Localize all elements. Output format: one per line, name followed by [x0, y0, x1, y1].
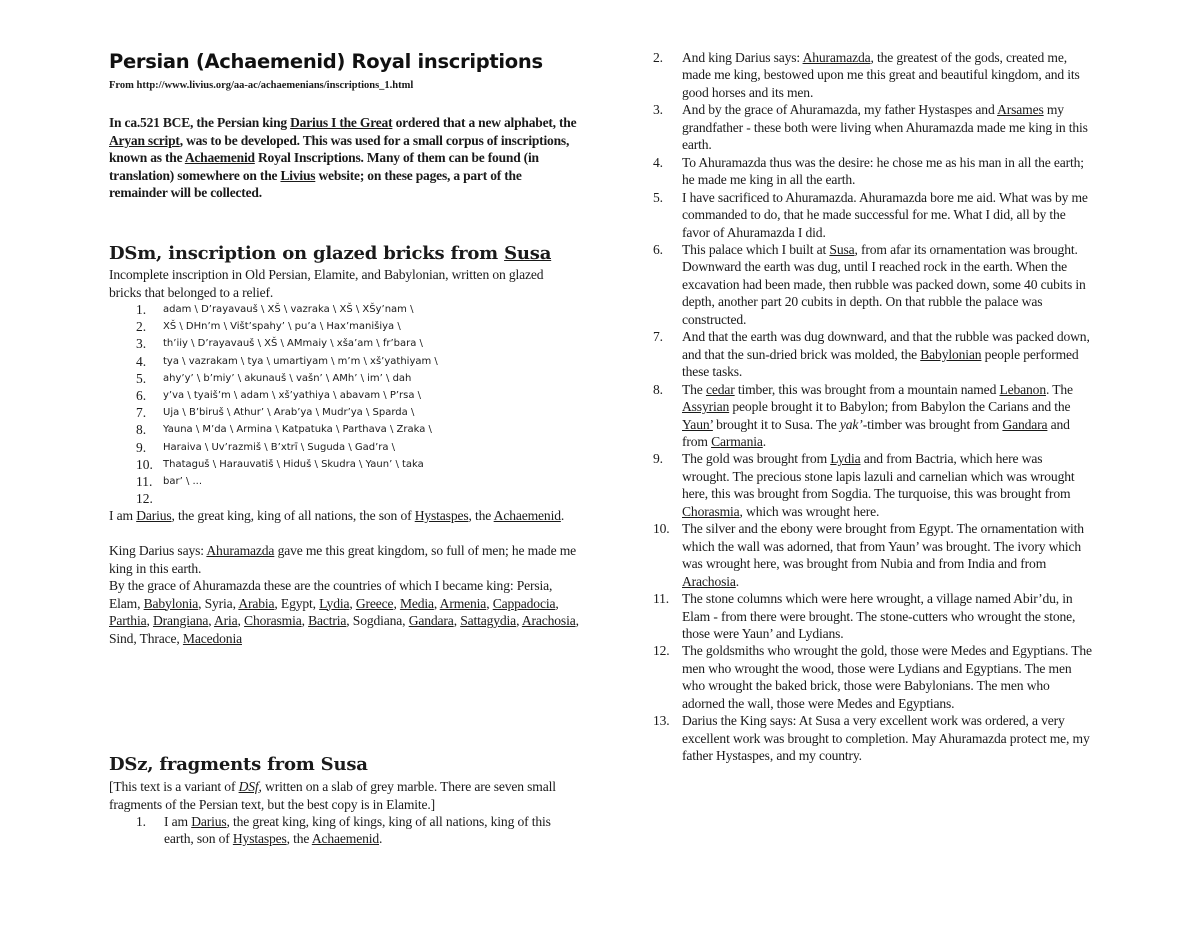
text: The stone columns which were here wrought, a village named Abir’du, in Elam - from there were brought. The stone-cutters who wrought the stone, those were Yaun’ and Lydians. — [682, 591, 1076, 641]
list-item — [653, 712, 1093, 764]
list-item — [653, 590, 1093, 642]
text: . — [735, 573, 740, 589]
dsz-list — [109, 813, 569, 848]
item-text — [653, 590, 1093, 642]
item-number: 7. — [653, 329, 663, 345]
item-text — [653, 241, 1093, 328]
line-text: tya \ vazrakam \ tya \ umartiyam \ m’m \ xš’yathiyam \ — [163, 355, 438, 367]
list-item — [109, 813, 569, 848]
item-number: 8. — [653, 381, 663, 397]
line-text: y’va \ tyaiš’m \ adam \ xš’yathiya \ abavam \ P’rsa \ — [163, 389, 422, 401]
text: The silver and the ebony were brought from Egypt. The ornamentation with which the wall was adorned, that from Yaun’ was brought. The ivory which was wrought here, was brought from Nubia and from India and from — [682, 521, 1084, 572]
text: -timber was brought from — [862, 416, 1003, 432]
line-text: Thataguš \ Harauvatiš \ Hiduš \ Skudra \ Yaun’ \ taka — [163, 458, 424, 470]
item-number: 9. — [653, 451, 663, 467]
link-achaemenid[interactable]: Achaemenid — [311, 831, 380, 847]
item-number: 6. — [653, 241, 663, 257]
link-babylonian[interactable]: Babylonian — [920, 346, 982, 362]
item-number: 3. — [653, 102, 663, 118]
dsz-heading: DSz, fragments from Susa — [109, 754, 368, 775]
item-text — [653, 712, 1093, 764]
line-number: 8. — [136, 422, 147, 438]
text: I am — [164, 814, 192, 829]
item-text — [653, 381, 1093, 451]
text: gave me this great kingdom, so full of men; he made me king in this earth. — [109, 543, 577, 576]
text: , — [555, 595, 559, 611]
text: , from afar its ornamentation was brought. Downward the earth was dug, until I reached rock in the earth. When the excavation had been made, then rubble was packed down, some 40 cubits in depth, another part 20 cubits in depth. On that rubble the palace was constructed. — [682, 241, 1086, 327]
link-chorasmia[interactable]: Chorasmia — [682, 503, 740, 519]
text: And that the earth was dug downward, and that the rubble was packed down, and that the sun-dried brick was molded, the — [682, 329, 1090, 362]
line-number: 6. — [136, 387, 147, 403]
line-number: 2. — [136, 319, 147, 335]
text: , the great king, king of all nations, the son of — [171, 508, 415, 523]
text: people brought it to Babylon; from Babylon the Carians and the — [729, 399, 1071, 415]
dsz-description — [109, 778, 579, 813]
text: , Egypt, — [274, 595, 320, 611]
dsm-heading-text: DSm, inscription on glazed bricks from — [109, 243, 505, 264]
dsm-translation-1 — [109, 507, 579, 525]
line-number: 12. — [136, 491, 153, 507]
link-ahuramazda[interactable]: Ahuramazda — [802, 50, 871, 65]
list-item — [653, 49, 1093, 101]
text: And king Darius says: — [682, 50, 803, 65]
text: , — [486, 595, 493, 611]
text: By the grace of Ahuramazda these are the countries of which I became king: Persia, Elam, — [109, 578, 553, 611]
line-text: ahy’y’ \ b’miy’ \ akunauš \ vašn’ \ AMh’ \ im’ \ dah — [163, 372, 412, 384]
text: , Sogdiana, — [346, 613, 409, 628]
link-aryan-script[interactable]: Aryan script — [109, 132, 180, 148]
link-greece[interactable]: Greece — [355, 595, 394, 611]
item-text — [653, 520, 1093, 590]
italic-term: yak’ — [839, 416, 863, 432]
line-number: 11. — [136, 473, 153, 489]
item-text — [653, 49, 1093, 101]
text: , written on a slab of grey marble. There are seven small fragments of the Persian text, but the best copy is in Elamite.] — [109, 779, 556, 812]
intro-text: In ca.521 BCE, the Persian king — [109, 115, 291, 130]
link-cappadocia[interactable]: Cappadocia — [492, 595, 556, 611]
line-number: 3. — [136, 336, 147, 352]
item-number: 12. — [653, 643, 670, 659]
list-item — [653, 520, 1093, 590]
line-text: Haraiva \ Uv’razmiš \ B’xtrī \ Suguda \ Gad’ra \ — [163, 441, 396, 453]
text: , the — [468, 508, 494, 523]
item-number: 5. — [653, 189, 663, 205]
link-gandara[interactable]: Gandara — [1002, 416, 1048, 432]
item-number: 1. — [136, 814, 146, 829]
item-text — [653, 450, 1093, 520]
text: . The — [1045, 381, 1073, 397]
text: , — [516, 613, 522, 628]
text: This palace which I built at — [682, 241, 830, 257]
link-arsames[interactable]: Arsames — [997, 102, 1044, 118]
item-number: 11. — [653, 591, 670, 607]
list-item — [653, 450, 1093, 520]
link-darius-the-great[interactable]: Darius I the Great — [290, 115, 393, 130]
link-lydia[interactable]: Lydia — [830, 451, 861, 467]
text: King Darius says: — [109, 543, 207, 558]
link-lebanon[interactable]: Lebanon — [999, 381, 1046, 397]
link-hystaspes[interactable]: Hystaspes — [414, 508, 469, 523]
link-livius[interactable]: Livius — [280, 167, 316, 183]
link-drangiana[interactable]: Drangiana — [152, 613, 209, 628]
text: my grandfather - these both were living when Ahuramazda made me king in this earth. — [682, 102, 1088, 153]
item-number: 2. — [653, 50, 663, 65]
text: , — [237, 613, 245, 628]
item-number: 13. — [653, 713, 670, 729]
text: And by the grace of Ahuramazda, my father Hystaspes and — [682, 102, 998, 118]
text: The — [682, 381, 706, 397]
text: timber, this was brought from a mountain named — [734, 381, 1000, 397]
link-sattagydia[interactable]: Sattagydia — [460, 613, 517, 628]
line-text: th’iiy \ D’rayavauš \ XŠ \ AMmaiy \ xša’am \ fr’bara \ — [163, 338, 423, 350]
item-number: 4. — [653, 154, 663, 170]
link-aria[interactable]: Aria — [213, 613, 238, 628]
text: I have sacrificed to Ahuramazda. Ahuramazda bore me aid. What was by me commanded to do, that he made successful for me. What I did, all by the favor of Ahuramazda I did. — [682, 189, 1088, 240]
link-darius[interactable]: Darius — [136, 508, 172, 523]
list-item — [653, 241, 1093, 328]
line-text: XŠ \ DHn’m \ Višt’spahy’ \ pu’a \ Hax’manišiya \ — [163, 321, 401, 333]
text: , — [393, 595, 400, 611]
text: . — [762, 433, 766, 449]
line-text: Uja \ B’biruš \ Athur’ \ Arab’ya \ Mudr’ya \ Sparda \ — [163, 407, 415, 419]
link-susa[interactable]: Susa — [504, 243, 552, 264]
text: , Sind, Thrace, — [109, 613, 579, 646]
link-bactria[interactable]: Bactria — [308, 613, 347, 628]
text: To Ahuramazda thus was the desire: he chose me as his man in all the earth; he made me king in all the earth. — [682, 154, 1084, 188]
link-darius[interactable]: Darius — [191, 814, 227, 829]
text: [This text is a variant of — [109, 779, 239, 794]
text: . — [379, 831, 383, 847]
link-arabia[interactable]: Arabia — [238, 595, 275, 611]
link-macedonia[interactable]: Macedonia — [182, 630, 242, 646]
text: and from Bactria, which here was wrought. The precious stone lapis lazuli and carnelian which was wrought here, this was brought from Sogdia. The turquoise, this was brought from — [682, 451, 1075, 502]
item-text — [109, 813, 569, 848]
link-arachosia[interactable]: Arachosia — [682, 573, 736, 589]
line-text: Yauna \ M’da \ Armina \ Katpatuka \ Parthava \ Zraka \ — [163, 424, 432, 436]
text: Darius the King says: At Susa a very excellent work was ordered, a very excellent work was brought to completion. May Ahuramazda protect me, my father Hystaspes, and my country. — [682, 713, 1090, 764]
item-text — [653, 642, 1093, 712]
text: , — [433, 595, 440, 611]
list-item — [653, 189, 1093, 241]
text: The gold was brought from — [682, 451, 831, 467]
intro-text: Royal Inscriptions. Many of them can be found (in translation) somewhere on the — [109, 150, 539, 183]
link-lydia[interactable]: Lydia — [319, 595, 350, 611]
line-text: bar’ \ ... — [163, 475, 203, 487]
list-item — [653, 101, 1093, 153]
line-number: 10. — [136, 456, 153, 472]
intro-text: , was to be developed. This was used for a small corpus of inscriptions, known as the — [109, 132, 570, 166]
line-number: 1. — [136, 302, 147, 317]
link-arachosia[interactable]: Arachosia — [521, 613, 576, 628]
link-dsf[interactable]: DSf — [238, 779, 259, 794]
text: . — [560, 508, 565, 523]
dsm-translation-2 — [109, 542, 579, 577]
link-susa[interactable]: Susa — [829, 241, 855, 257]
page-title: Persian (Achaemenid) Royal inscriptions — [109, 50, 543, 73]
item-text — [653, 189, 1093, 241]
link-babylonia[interactable]: Babylonia — [143, 595, 199, 611]
text: , which was wrought here. — [739, 503, 880, 519]
link-achaemenid[interactable]: Achaemenid — [493, 508, 561, 523]
text: , the great king, king of kings, king of all nations, king of this earth, son of — [164, 814, 551, 847]
item-number: 10. — [653, 521, 670, 537]
line-number: 5. — [136, 370, 147, 386]
link-achaemenid[interactable]: Achaemenid — [184, 150, 255, 166]
text: , — [146, 613, 153, 628]
line-number: 4. — [136, 353, 147, 369]
text: , — [208, 613, 214, 628]
link-hystaspes[interactable]: Hystaspes — [232, 831, 287, 847]
dsm-description: Incomplete inscription in Old Persian, Elamite, and Babylonian, written on glazed bricks that belonged to a relief. — [109, 267, 544, 300]
text: , — [349, 595, 356, 611]
item-text — [653, 328, 1093, 380]
intro-paragraph — [109, 114, 579, 202]
item-text — [653, 101, 1093, 153]
line-number: 7. — [136, 405, 147, 421]
list-item — [653, 328, 1093, 380]
list-item — [653, 154, 1093, 189]
list-item — [653, 642, 1093, 712]
link-cedar[interactable]: cedar — [705, 381, 735, 397]
text: , the — [286, 831, 312, 847]
text: brought it to Susa. The — [712, 416, 840, 432]
intro-text: website; on these pages, a part of the remainder will be collected. — [109, 167, 522, 201]
text: , — [453, 613, 461, 628]
line-number: 9. — [136, 439, 147, 455]
text: people performed these tasks. — [682, 346, 1079, 380]
intro-text: ordered that a new alphabet, the — [392, 115, 577, 130]
link-ahuramazda[interactable]: Ahuramazda — [206, 543, 275, 558]
link-assyrian[interactable]: Assyrian — [682, 399, 730, 415]
text: and from — [682, 416, 1070, 449]
link-parthia[interactable]: Parthia — [109, 613, 147, 628]
list-item — [653, 381, 1093, 451]
link-yaun[interactable]: Yaun’ — [682, 416, 713, 432]
source-url: From http://www.livius.org/aa-ac/achaemenians/inscriptions_1.html — [109, 80, 414, 91]
link-armenia[interactable]: Armenia — [439, 595, 487, 611]
translation-list — [653, 49, 1093, 765]
dsm-translation-3 — [109, 577, 579, 647]
text: , the greatest of the gods, created me, made me king, bestowed upon me this great and beautiful kingdom, and its good horses and its men. — [682, 50, 1080, 100]
text: The goldsmiths who wrought the gold, those were Medes and Egyptians. The men who wrought the wood, those were Lydians and Egyptians. The men who wrought the baked brick, those were Babylonians. The men who adorned the wall, those were Medes and Egyptians. — [682, 643, 1092, 711]
link-gandara[interactable]: Gandara — [408, 613, 454, 628]
line-text: adam \ D’rayavauš \ XŠ \ vazraka \ XŠ \ XŠy’nam \ — [163, 304, 414, 315]
text: I am — [109, 508, 137, 523]
dsm-heading — [109, 243, 551, 264]
link-carmania[interactable]: Carmania — [711, 433, 763, 449]
link-media[interactable]: Media — [399, 595, 434, 611]
link-chorasmia[interactable]: Chorasmia — [244, 613, 302, 628]
text: , — [301, 613, 309, 628]
item-text — [653, 154, 1093, 189]
text: , Syria, — [198, 595, 239, 611]
